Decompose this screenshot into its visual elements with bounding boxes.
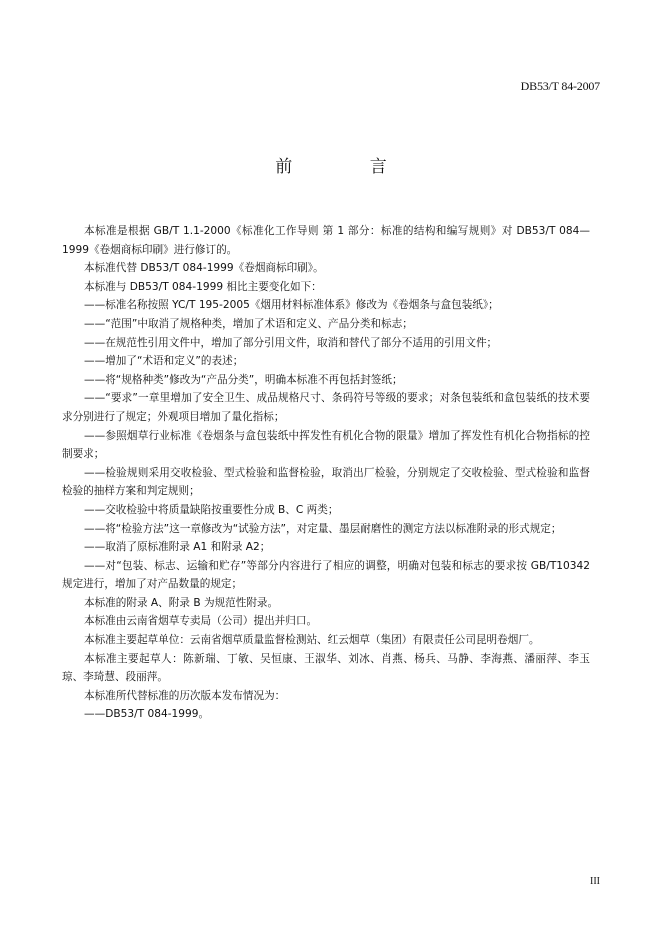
paragraph: ——将“规格种类”修改为“产品分类”，明确本标准不再包括封签纸； (84, 373, 403, 386)
page-title: 前 言 (275, 157, 423, 177)
paragraph: ——参照烟草行业标准《卷烟条与盒包装纸中挥发性有机化合物的限量》增加了挥发性有机化合物指标的控制要求； (62, 429, 590, 461)
paragraph: ——交收检验中将质量缺陷按重要性分成 B、C 两类； (84, 503, 339, 516)
foreword-body (62, 222, 590, 724)
paragraph: ——将“检验方法”这一章修改为“试验方法”，对定量、墨层耐磨性的测定方法以标准附录的形式规定； (84, 522, 562, 535)
paragraph: 本标准是根据 GB/T 1.1-2000《标准化工作导则 第 1 部分：标准的结构和编写规则》对 DB53/T 084—1999《卷烟商标印刷》进行修订的。 (62, 225, 590, 256)
paragraph: 本标准主要起草人：陈新瑞、丁敏、吴恒康、王淑华、刘冰、肖燕、杨兵、马静、李海燕、潘丽萍、李玉琼、李琦慧、段丽萍。 (62, 652, 590, 684)
paragraph: ——“要求”一章里增加了安全卫生、成品规格尺寸、条码符号等级的要求；对条包装纸和盒包装纸的技术要求分别进行了规定；外观项目增加了量化指标； (62, 392, 590, 423)
document-code: DB53/T 84-2007 (520, 79, 600, 93)
paragraph: 本标准代替 DB53/T 084-1999《卷烟商标印刷》。 (84, 262, 324, 275)
paragraph: 本标准与 DB53/T 084-1999 相比主要变化如下： (84, 280, 322, 293)
paragraph: 本标准主要起草单位：云南省烟草质量监督检测站、红云烟草（集团）有限责任公司昆明卷烟厂。 (84, 634, 540, 647)
paragraph: ——增加了“术语和定义”的表述； (84, 355, 244, 368)
page-number: III (590, 876, 600, 887)
paragraph: ——对“包装、标志、运输和贮存”等部分内容进行了相应的调整，明确对包装和标志的要求按 GB/T10342 规定进行，增加了对产品数量的规定； (62, 559, 590, 591)
paragraph: ——标准名称按照 YC/T 195-2005《烟用材料标准体系》修改为《卷烟条与盒包装纸》； (84, 299, 499, 312)
paragraph: 本标准的附录 A、附录 B 为规范性附录。 (84, 596, 279, 609)
paragraph: 本标准由云南省烟草专卖局（公司）提出并归口。 (84, 615, 318, 628)
paragraph: ——在规范性引用文件中，增加了部分引用文件，取消和替代了部分不适用的引用文件； (84, 336, 498, 349)
paragraph: ——检验规则采用交收检验、型式检验和监督检验，取消出厂检验，分别规定了交收检验、型式检验和监督检验的抽样方案和判定规则； (62, 466, 590, 498)
paragraph: 本标准所代替标准的历次版本发布情况为： (84, 689, 286, 702)
paragraph: ——“范围”中取消了规格种类，增加了术语和定义、产品分类和标志； (84, 317, 413, 330)
paragraph: ——DB53/T 084-1999。 (84, 708, 210, 721)
paragraph: ——取消了原标准附录 A1 和附录 A2； (84, 541, 271, 554)
